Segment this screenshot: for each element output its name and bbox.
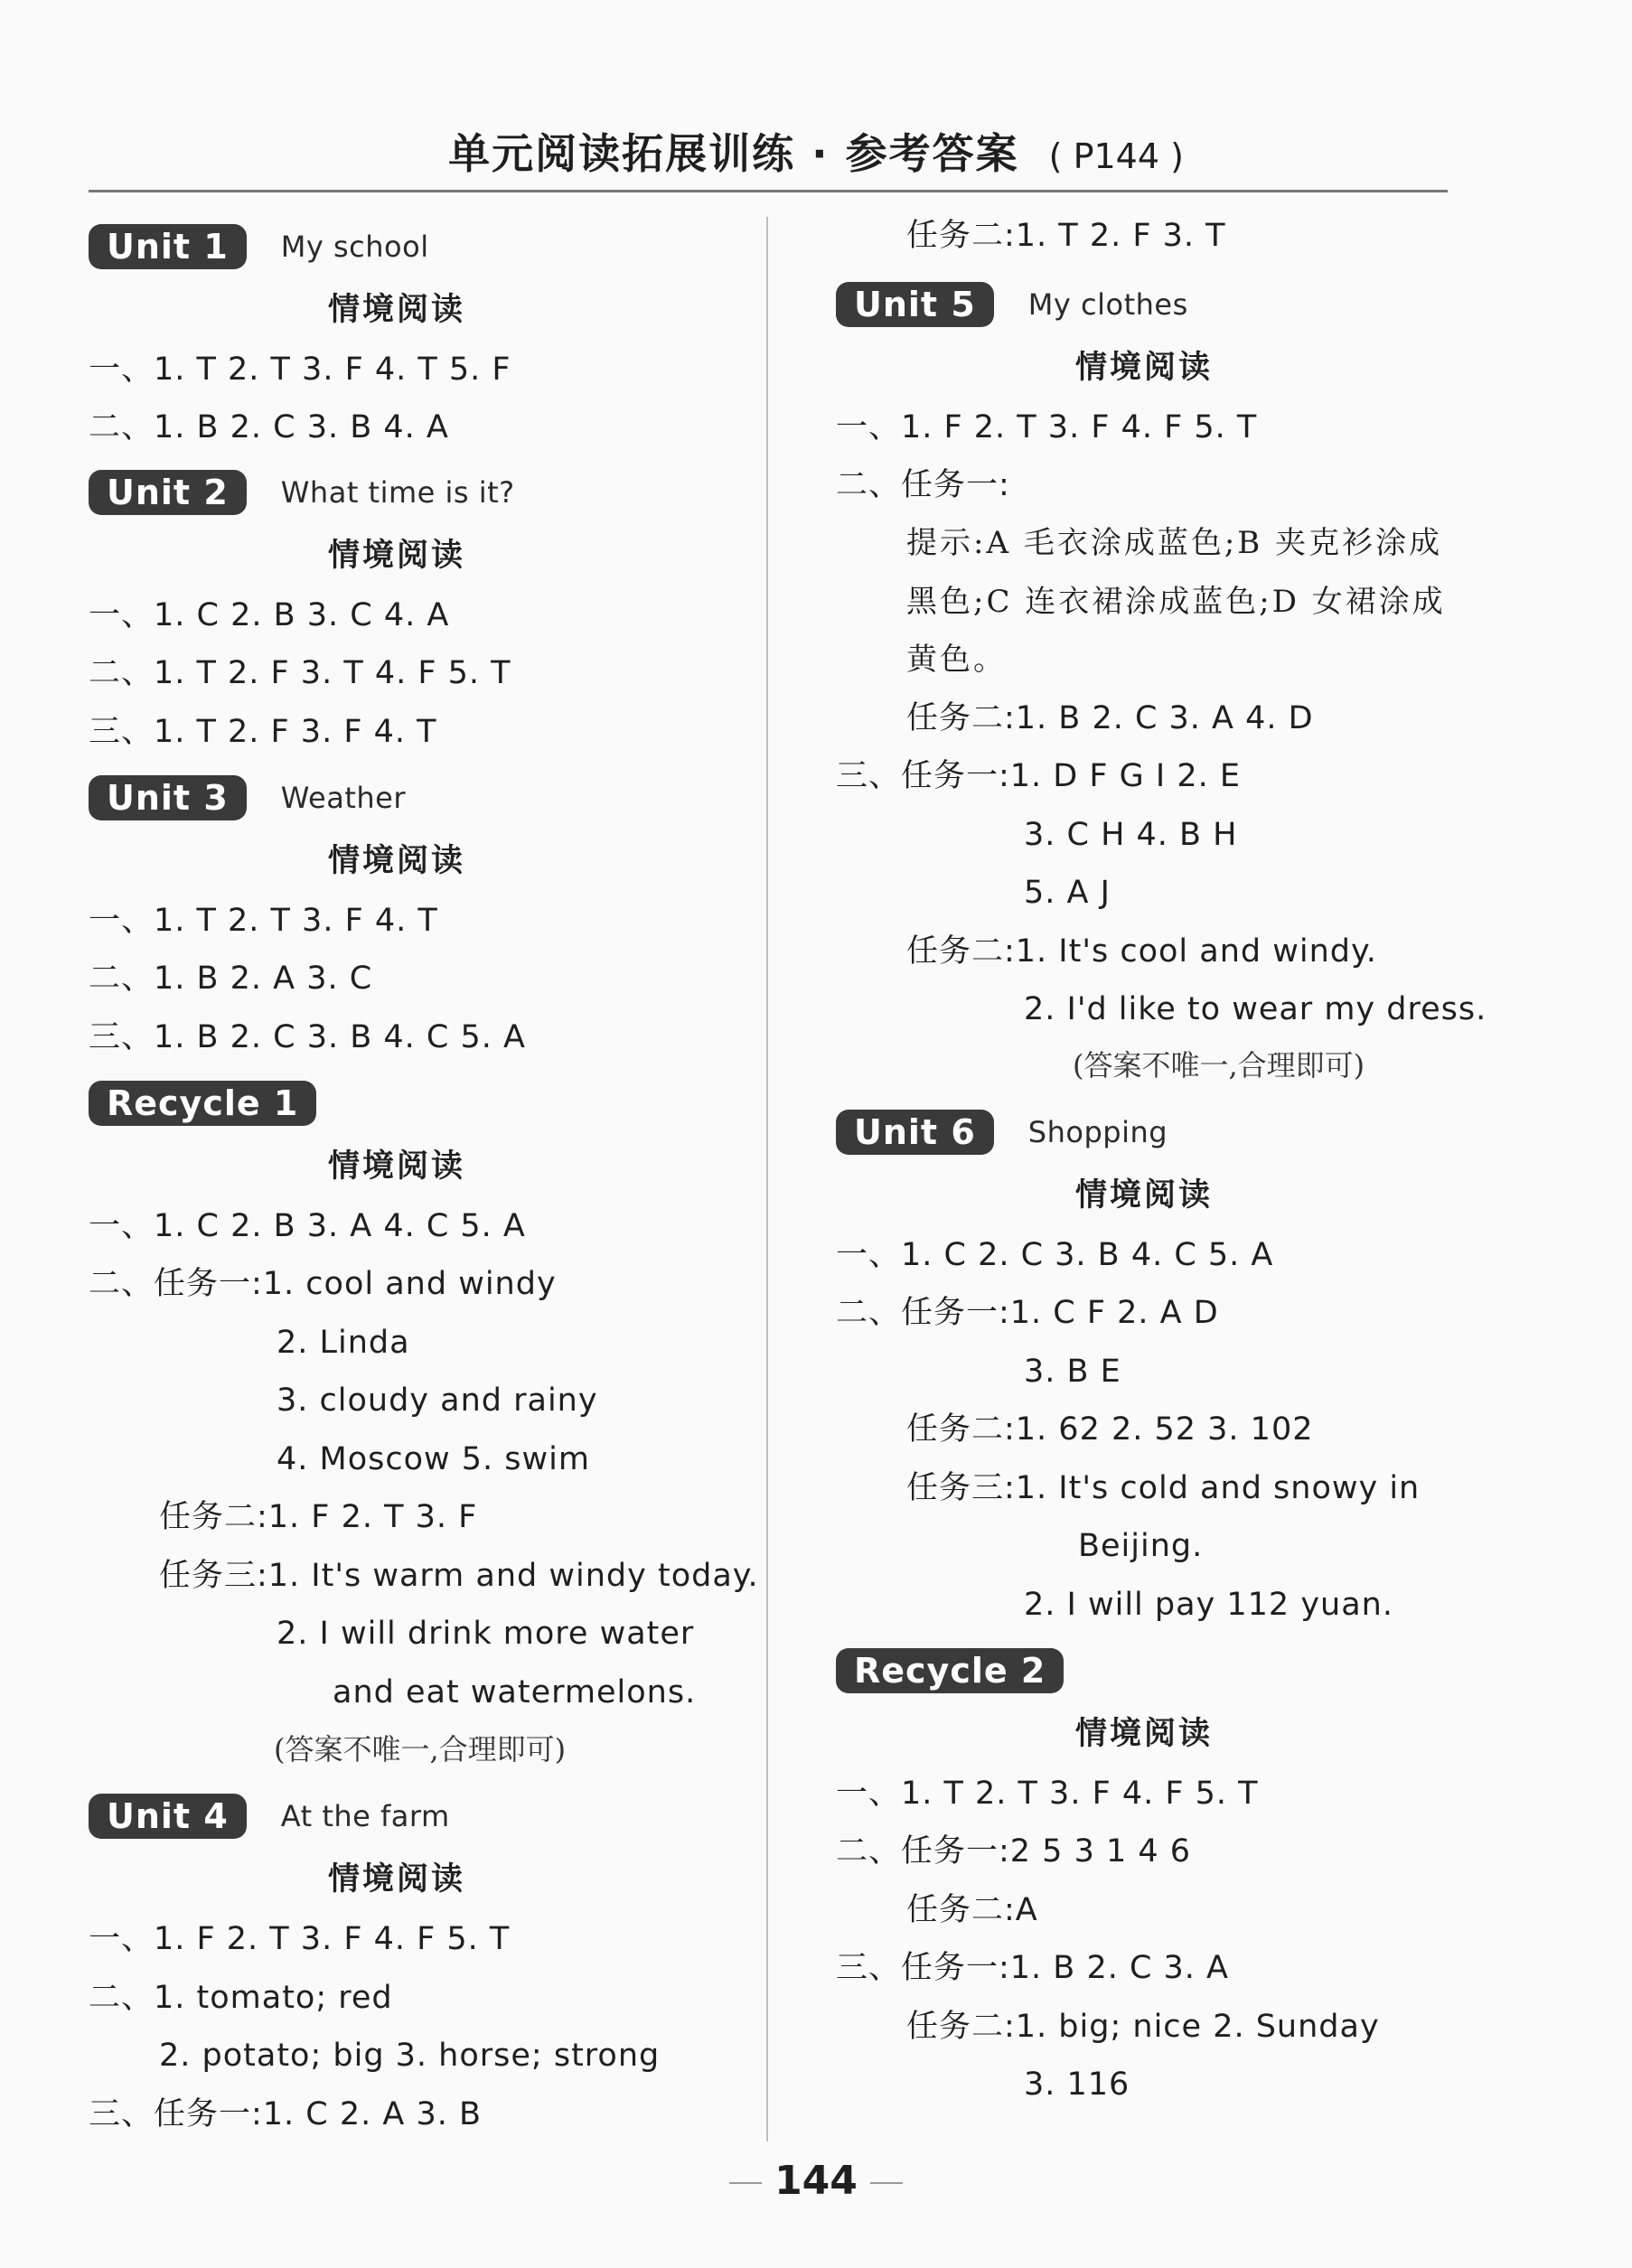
answer-line: 二、1. B 2. C 3. B 4. A [89,409,449,445]
answer-line: 2. potato; big 3. horse; strong [159,2038,661,2074]
answer-line: 3. 116 [1024,2067,1130,2103]
section-heading: 情境阅读 [1075,1177,1214,1214]
answer-line: 任务二:1. It's cool and windy. [906,933,1377,970]
answer-line: 一、1. C 2. B 3. C 4. A [89,597,450,633]
answer-line: 2. I will drink more water [277,1616,695,1652]
answer-line: 任务三:1. It's cold and snowy in [906,1470,1421,1506]
page-footer [0,2158,1632,2204]
recycle-header-2 [836,1648,1064,1693]
unit-badge: Unit 1 [89,224,247,269]
section-heading: 情境阅读 [328,1148,466,1185]
hint-line: 黑色;C 连衣裙涂成蓝色;D 女裙涂成 [906,584,1446,620]
answer-line: 三、1. B 2. C 3. B 4. C 5. A [89,1019,526,1055]
answer-line: 任务二:1. big; nice 2. Sunday [906,2009,1380,2045]
page-reference: ( P144 ) [1048,136,1184,176]
answer-line: 一、1. F 2. T 3. F 4. F 5. T [836,409,1258,445]
unit-title: What time is it? [280,475,515,510]
answer-line: 任务二:A [906,1892,1038,1928]
answer-line: and eat watermelons. [333,1674,697,1710]
answer-line: 一、1. C 2. B 3. A 4. C 5. A [89,1208,526,1244]
section-heading: 情境阅读 [328,1861,466,1898]
unit-title: Shopping [1027,1115,1168,1149]
answer-line: 二、任务一:2 5 3 1 4 6 [836,1833,1192,1870]
answer-line: 3. C H 4. B H [1024,817,1238,853]
answer-line: 三、1. T 2. F 3. F 4. T [89,714,437,750]
unit-badge: Unit 2 [89,470,247,515]
footer-dash [870,2182,903,2184]
unit-title: At the farm [280,1799,450,1833]
unit-header-6 [836,1110,1168,1155]
answer-line: 2. I will pay 112 yuan. [1024,1587,1393,1623]
column-divider [766,217,768,2141]
footer-dash [729,2182,762,2184]
unit-badge: Unit 3 [89,775,247,820]
unit-header-1 [89,224,429,269]
unit-header-2 [89,470,515,515]
unit-title: My school [280,230,429,264]
unit-badge: Unit 4 [89,1794,247,1839]
answer-line: 一、1. T 2. T 3. F 4. F 5. T [836,1776,1259,1812]
answer-line: 3. B E [1024,1354,1121,1390]
answer-line: 任务二:1. F 2. T 3. F [159,1499,478,1535]
section-heading: 情境阅读 [328,292,466,328]
page-title: 单元阅读拓展训练 · 参考答案 [448,129,1019,178]
unit-title: My clothes [1027,287,1188,322]
answer-line: 任务二:1. 62 2. 52 3. 102 [906,1411,1314,1448]
unit-badge: Recycle 1 [89,1081,316,1126]
unit-badge: Unit 6 [836,1110,994,1155]
answer-line: 任务二:1. B 2. C 3. A 4. D [906,700,1314,736]
answer-note: (答案不唯一,合理即可) [274,1732,567,1767]
unit-title: Weather [280,781,407,815]
answer-note: (答案不唯一,合理即可) [1073,1048,1365,1082]
answer-line: 二、1. tomato; red [89,1980,393,2016]
unit-header-5 [836,282,1188,327]
answer-line: 三、任务一:1. B 2. C 3. A [836,1950,1229,1986]
answer-line: 5. A J [1024,875,1111,911]
answer-line: 一、1. C 2. C 3. B 4. C 5. A [836,1237,1274,1273]
answer-line: 二、任务一:1. cool and windy [89,1266,557,1302]
unit-badge: Unit 5 [836,282,994,327]
answer-line: Beijing. [1078,1528,1204,1564]
answer-line: 二、任务一:1. C F 2. A D [836,1295,1219,1331]
hint-line: 提示:A 毛衣涂成蓝色;B 夹克衫涂成 [906,525,1443,561]
answer-line: 3. cloudy and rainy [277,1382,598,1419]
recycle-header-1 [89,1081,316,1126]
answer-line: 二、1. T 2. F 3. T 4. F 5. T [89,655,511,691]
unit-badge: Recycle 2 [836,1648,1064,1693]
answer-line: 三、任务一:1. D F G I 2. E [836,758,1241,794]
section-heading: 情境阅读 [328,538,466,574]
answer-line: 二、1. B 2. A 3. C [89,961,373,997]
section-heading: 情境阅读 [328,843,466,879]
section-heading: 情境阅读 [1075,350,1214,386]
unit-header-3 [89,775,406,820]
section-heading: 情境阅读 [1075,1716,1214,1752]
page-number: 144 [774,2158,858,2204]
answer-line: 2. I'd like to wear my dress. [1024,991,1487,1027]
answer-line: 任务三:1. It's warm and windy today. [159,1558,759,1594]
page-header [0,121,1632,181]
answer-line: 一、1. F 2. T 3. F 4. F 5. T [89,1921,511,1957]
unit-header-4 [89,1794,450,1839]
answer-line: 4. Moscow 5. swim [277,1441,590,1477]
answer-line: 2. Linda [277,1325,410,1361]
answer-line: 一、1. T 2. T 3. F 4. T [89,903,438,939]
answer-line: 二、任务一: [836,467,1010,503]
answer-line: 一、1. T 2. T 3. F 4. T 5. F [89,351,511,388]
hint-line: 黄色。 [906,642,1007,678]
title-underline [89,190,1448,192]
answer-line: 任务二:1. T 2. F 3. T [906,218,1226,254]
answer-line: 三、任务一:1. C 2. A 3. B [89,2096,482,2132]
